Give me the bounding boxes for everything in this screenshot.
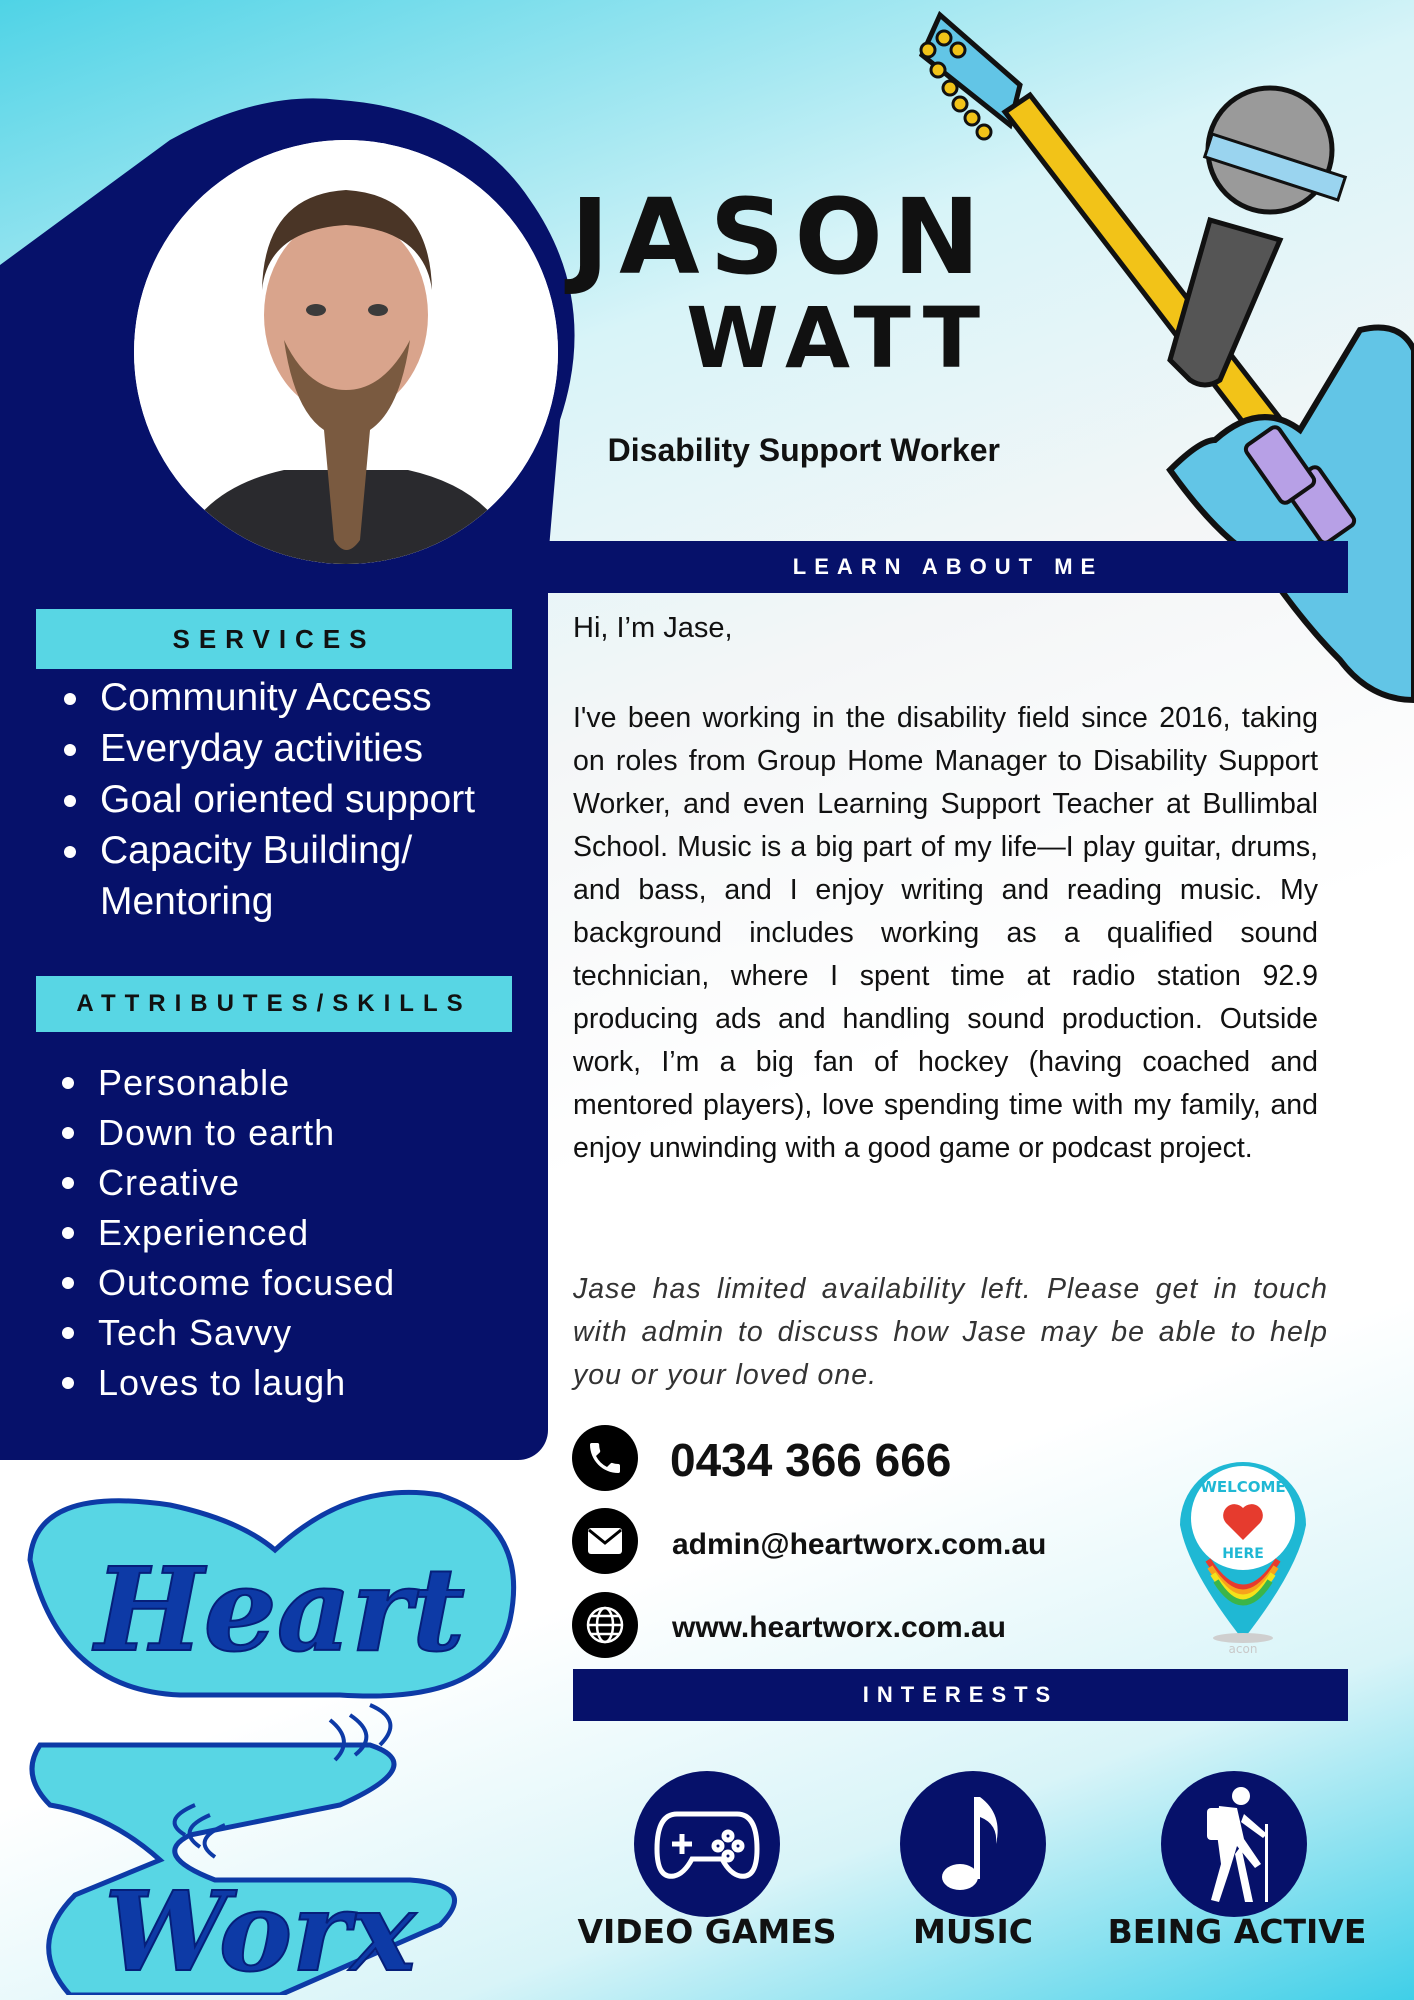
- list-item: Loves to laugh: [34, 1358, 534, 1408]
- badge-text-top: WELCOME: [1200, 1478, 1286, 1496]
- list-item: Capacity Building/: [36, 825, 536, 876]
- welcome-here-badge: [1168, 1440, 1318, 1655]
- profile-photo: [134, 140, 558, 564]
- last-name: WATT: [686, 289, 990, 387]
- attributes-heading: ATTRIBUTES/SKILLS: [36, 976, 512, 1032]
- learn-about-me-heading: LEARN ABOUT ME: [548, 541, 1348, 593]
- first-name: JASON: [570, 176, 990, 298]
- heartworx-logo: [10, 1475, 540, 1995]
- availability-note: Jase has limited availability left. Please get in touch with admin to discuss how Jase may be able to help you or your loved one.: [573, 1273, 1328, 1391]
- interest-being-active: [1161, 1771, 1307, 1917]
- services-list: [36, 672, 536, 927]
- list-item: Outcome focused: [34, 1258, 534, 1308]
- services-heading: SERVICES: [36, 609, 512, 669]
- logo-text-worx: Worx: [104, 1867, 416, 1995]
- interest-label: VIDEO GAMES: [577, 1912, 837, 1951]
- badge-text-bottom: HERE: [1222, 1546, 1264, 1562]
- badge-footer: acon: [1228, 1642, 1258, 1655]
- website-link[interactable]: www.heartworx.com.au: [672, 1611, 1006, 1644]
- list-item: Goal oriented support: [36, 774, 536, 825]
- list-item: Personable: [34, 1058, 534, 1108]
- list-item: Everyday activities: [36, 723, 536, 774]
- microphone-icon: [1150, 80, 1350, 400]
- interest-label: MUSIC: [913, 1912, 1033, 1951]
- list-item: Experienced: [34, 1208, 534, 1258]
- list-item: Creative: [34, 1158, 534, 1208]
- list-item-continuation: Mentoring: [100, 880, 274, 923]
- attributes-list: [34, 1058, 534, 1408]
- list-item: Down to earth: [34, 1108, 534, 1158]
- music-note-icon: [938, 1789, 1008, 1899]
- interest-label: BEING ACTIVE: [1107, 1912, 1367, 1951]
- interests-heading: INTERESTS: [573, 1669, 1348, 1721]
- list-item: Community Access: [36, 672, 536, 723]
- about-paragraph: I've been working in the disability field since 2016, taking on roles from Group Home Manager to Disability Support Worker, and even Learning Support Teacher at Bullimbal School. Music is a big part of my life—I play guitar, drums, and bass, and I enjoy writing and reading music. My background includes working as a qualified sound technician, where I spent time at radio station 92.9 producing ads and handling sound production. Outside work, I’m a big fan of hockey (having coached and mentored players), love spending time with my family, and enjoy unwinding with a good game or podcast project.: [573, 702, 1318, 1164]
- email-address[interactable]: admin@heartworx.com.au: [672, 1528, 1047, 1561]
- gamepad-icon: [652, 1804, 762, 1884]
- logo-text-heart: Heart: [94, 1543, 466, 1678]
- greeting: Hi, I’m Jase,: [573, 612, 733, 644]
- hiker-icon: [1189, 1784, 1279, 1904]
- list-item: Tech Savvy: [34, 1308, 534, 1358]
- phone-icon: [572, 1425, 638, 1491]
- interest-music: [900, 1771, 1046, 1917]
- phone-number[interactable]: 0434 366 666: [670, 1434, 952, 1486]
- job-title: Disability Support Worker: [607, 432, 1000, 468]
- globe-icon: [572, 1592, 638, 1658]
- mail-icon: [572, 1508, 638, 1574]
- interest-video-games: [634, 1771, 780, 1917]
